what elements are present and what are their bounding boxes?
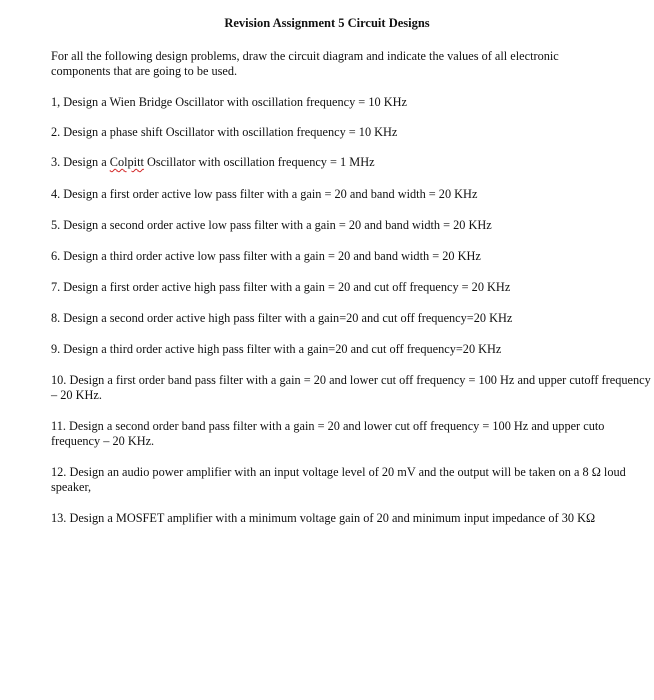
problem-item-3: [51, 155, 651, 170]
document-intro: For all the following design problems, draw the circuit diagram and indicate the values of all electronic components that are going to be used.: [51, 49, 559, 78]
problem-item-11: 11. Design a second order band pass filter with a gain = 20 and lower cut off frequency = 100 Hz and upper cuto frequency – 20 KHz.: [51, 419, 605, 448]
problem-item-12: 12. Design an audio power amplifier with an input voltage level of 20 mV and the output will be taken on a 8 Ω loud speaker,: [51, 465, 626, 494]
problem-item-1: 1, Design a Wien Bridge Oscillator with oscillation frequency = 10 KHz: [51, 95, 407, 109]
problem-item-10: 10. Design a first order band pass filter with a gain = 20 and lower cut off frequency = 100 Hz and upper cutoff frequency – 20 KHz.: [51, 373, 651, 402]
problem-item-2: 2. Design a phase shift Oscillator with oscillation frequency = 10 KHz: [51, 125, 398, 139]
problem-item-4: 4. Design a first order active low pass filter with a gain = 20 and band width = 20 KHz: [51, 187, 478, 201]
problem-item-7: 7. Design a first order active high pass filter with a gain = 20 and cut off frequency = 20 KHz: [51, 280, 511, 294]
problem-item-5: 5. Design a second order active low pass filter with a gain = 20 and band width = 20 KHz: [51, 218, 492, 232]
problem-item-6: 6. Design a third order active low pass filter with a gain = 20 and band width = 20 KHz: [51, 249, 481, 263]
document-title: Revision Assignment 5 Circuit Designs: [224, 16, 430, 30]
problem-item-13: 13. Design a MOSFET amplifier with a minimum voltage gain of 20 and minimum input impedance of 30 KΩ: [51, 511, 596, 525]
problem-item-3-before: 3. Design a: [51, 155, 110, 169]
spellcheck-flagged-word[interactable]: Colpitt: [109, 155, 144, 169]
problem-item-9: 9. Design a third order active high pass filter with a gain=20 and cut off frequency=20 KHz: [51, 342, 502, 356]
problem-item-3-after: Oscillator with oscillation frequency = 1 MHz: [143, 155, 375, 169]
problem-item-8: 8. Design a second order active high pass filter with a gain=20 and cut off frequency=20 KHz: [51, 311, 513, 325]
